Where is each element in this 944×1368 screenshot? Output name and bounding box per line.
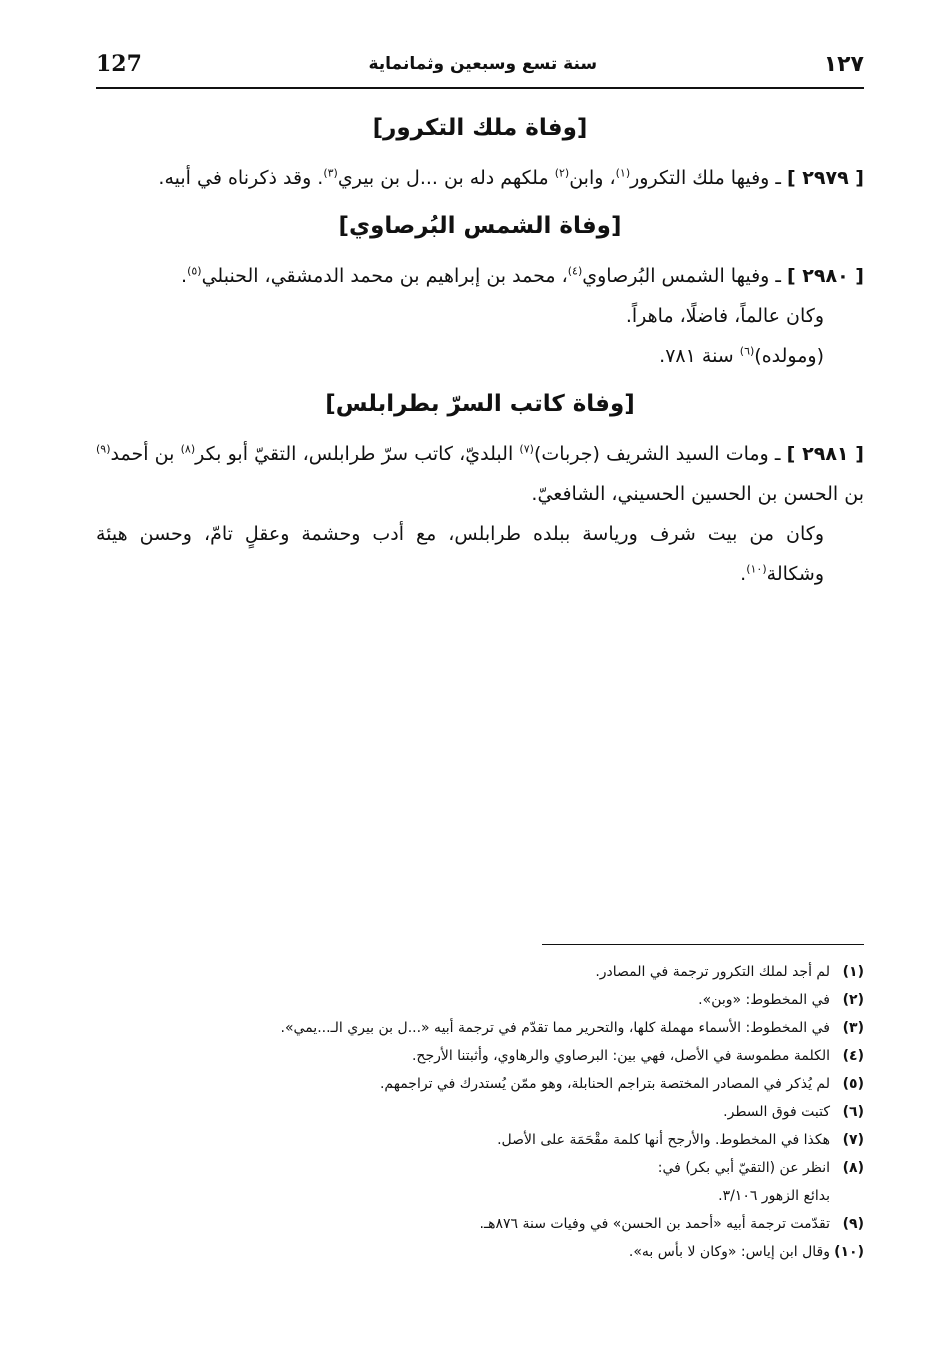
footnote-ref[interactable]: (٣): [323, 166, 338, 180]
footnote-ref[interactable]: (٨): [180, 442, 196, 456]
footnote-text: وقال ابن إياس: «وكان لا بأس به».: [628, 1244, 830, 1260]
footnote-continuation: [96, 1182, 864, 1210]
main-text: [96, 108, 864, 594]
footnote-text: لم يُذكر في المصادر المختصة بتراجم الحنابلة، وهو ممّن يُستدرك في تراجمهم.: [379, 1076, 830, 1092]
footnote-number: (٤): [842, 1048, 864, 1064]
footnote-number: (٥): [842, 1076, 864, 1092]
entry-text: .: [740, 563, 747, 585]
footnote-ref[interactable]: (٢): [554, 166, 570, 180]
footnote-text: في المخطوط: «وبن».: [698, 992, 830, 1008]
page-number-latin: 127: [96, 51, 142, 77]
entry-text: ، وابن: [569, 167, 616, 189]
footnote-number: (٨): [842, 1160, 864, 1176]
footnote: [96, 1014, 864, 1042]
entry-text: وكان من بيت شرف ورياسة ببلده طرابلس، مع أدب وحشمة وعقلٍ تامّ، وحسن هيئة وشكالة: [96, 523, 824, 585]
footnote: [96, 986, 864, 1014]
footnote-ref[interactable]: (٤): [567, 264, 583, 278]
footnote-text: لم أجد لملك التكرور ترجمة في المصادر.: [595, 964, 830, 980]
entry-text: بن أحمد: [110, 443, 181, 465]
entry-text: .: [181, 265, 188, 287]
entry-2980-line: وكان عالماً، فاضلًا، ماهراً.: [625, 305, 824, 327]
footnote: [96, 1098, 864, 1126]
footnote-ref[interactable]: (١٠): [746, 562, 767, 576]
entry-text: ملكهم دله بن ...ل بن بيري: [337, 167, 555, 189]
footnote-rule: [542, 944, 864, 945]
footnote-number: [830, 1182, 864, 1210]
footnote-number: (٩): [842, 1216, 864, 1232]
footnote-number: (٧): [842, 1132, 864, 1148]
header-rule: [96, 87, 864, 89]
footnote-text: كتبت فوق السطر.: [723, 1104, 830, 1120]
footnote-ref[interactable]: (٧): [519, 442, 534, 456]
footnote-text: هكذا في المخطوط. والأرجح أنها كلمة مقْحَمَة على الأصل.: [497, 1132, 830, 1148]
footnote: [96, 1042, 864, 1070]
footnote-number: (٢): [842, 992, 864, 1008]
footnote-ref[interactable]: (١): [615, 166, 631, 180]
footnote: [96, 1210, 864, 1238]
footnote: [96, 958, 864, 986]
footnote-text: في المخطوط: الأسماء مهملة كلها، والتحرير مما تقدّم في ترجمة أبيه «...ل بن بيري الـ...يمي».: [280, 1020, 830, 1036]
entry-number: [ ٢٩٨٠ ]: [786, 265, 864, 287]
entry-text: . وقد ذكرناه في أبيه.: [158, 167, 324, 189]
entry-text: ـ وفيها ملك التكرور: [630, 167, 787, 189]
footnote-number: (٣): [842, 1020, 864, 1036]
footnote: [96, 1154, 864, 1182]
entry-2981-closing: [96, 514, 864, 594]
section-title-takrur: [وفاة ملك التكرور]: [372, 115, 588, 141]
entry-text: ، محمد بن إبراهيم بن محمد الدمشقي، الحنبلي: [201, 265, 568, 287]
footnote-text: انظر عن (التقيّ أبي بكر) في:: [657, 1160, 830, 1176]
page-number-arabic: ١٢٧: [823, 51, 864, 77]
entry-number: [ ٢٩٨١ ]: [786, 443, 864, 465]
entry-text: بن الحسن بن الحسين الحسيني، الشافعيّ.: [531, 483, 864, 505]
footnote-text: تقدّمت ترجمة أبيه «أحمد بن الحسن» في وفيات سنة ٨٧٦هـ.: [479, 1216, 830, 1232]
entry-2980: [96, 256, 864, 296]
footnote: [96, 1126, 864, 1154]
footnote-text: الكلمة مطموسة في الأصل، فهي بين: البرصاوي والرهاوي، وأثبتنا الأرجح.: [411, 1048, 830, 1064]
entry-2979: [96, 158, 864, 198]
section-title-katib-sirr: [وفاة كاتب السرّ بطرابلس]: [325, 391, 635, 417]
footnotes: [96, 958, 864, 1266]
running-title: سنة تسع وسبعين وثمانماية: [368, 54, 598, 74]
entry-number: [ ٢٩٧٩ ]: [786, 167, 864, 189]
footnote-ref[interactable]: (٥): [187, 264, 202, 278]
footnote-number: (١): [842, 964, 864, 980]
footnote: [96, 1070, 864, 1098]
footnote-number: (١٠): [834, 1244, 864, 1260]
entry-text: البلديّ، كاتب سرّ طرابلس، التقيّ أبو بكر: [195, 443, 520, 465]
footnote-ref[interactable]: (٩): [96, 442, 111, 456]
entry-text: سنة ٧٨١.: [659, 345, 740, 367]
entry-text: ـ وفيها الشمس البُرصاوي: [582, 265, 787, 287]
footnote-text: بدائع الزهور ٣/١٠٦.: [718, 1188, 830, 1204]
footnote-ref[interactable]: (٦): [739, 344, 755, 358]
footnote: [96, 1238, 864, 1266]
entry-2981: [96, 434, 864, 514]
section-title-bursawi: [وفاة الشمس البُرصاوي]: [338, 213, 622, 239]
entry-2980-birth: [96, 336, 864, 376]
entry-text: (ومولده): [754, 345, 824, 367]
footnote-number: (٦): [842, 1104, 864, 1120]
entry-text: ـ ومات السيد الشريف (جربات): [533, 443, 787, 465]
page-header: [96, 44, 864, 84]
